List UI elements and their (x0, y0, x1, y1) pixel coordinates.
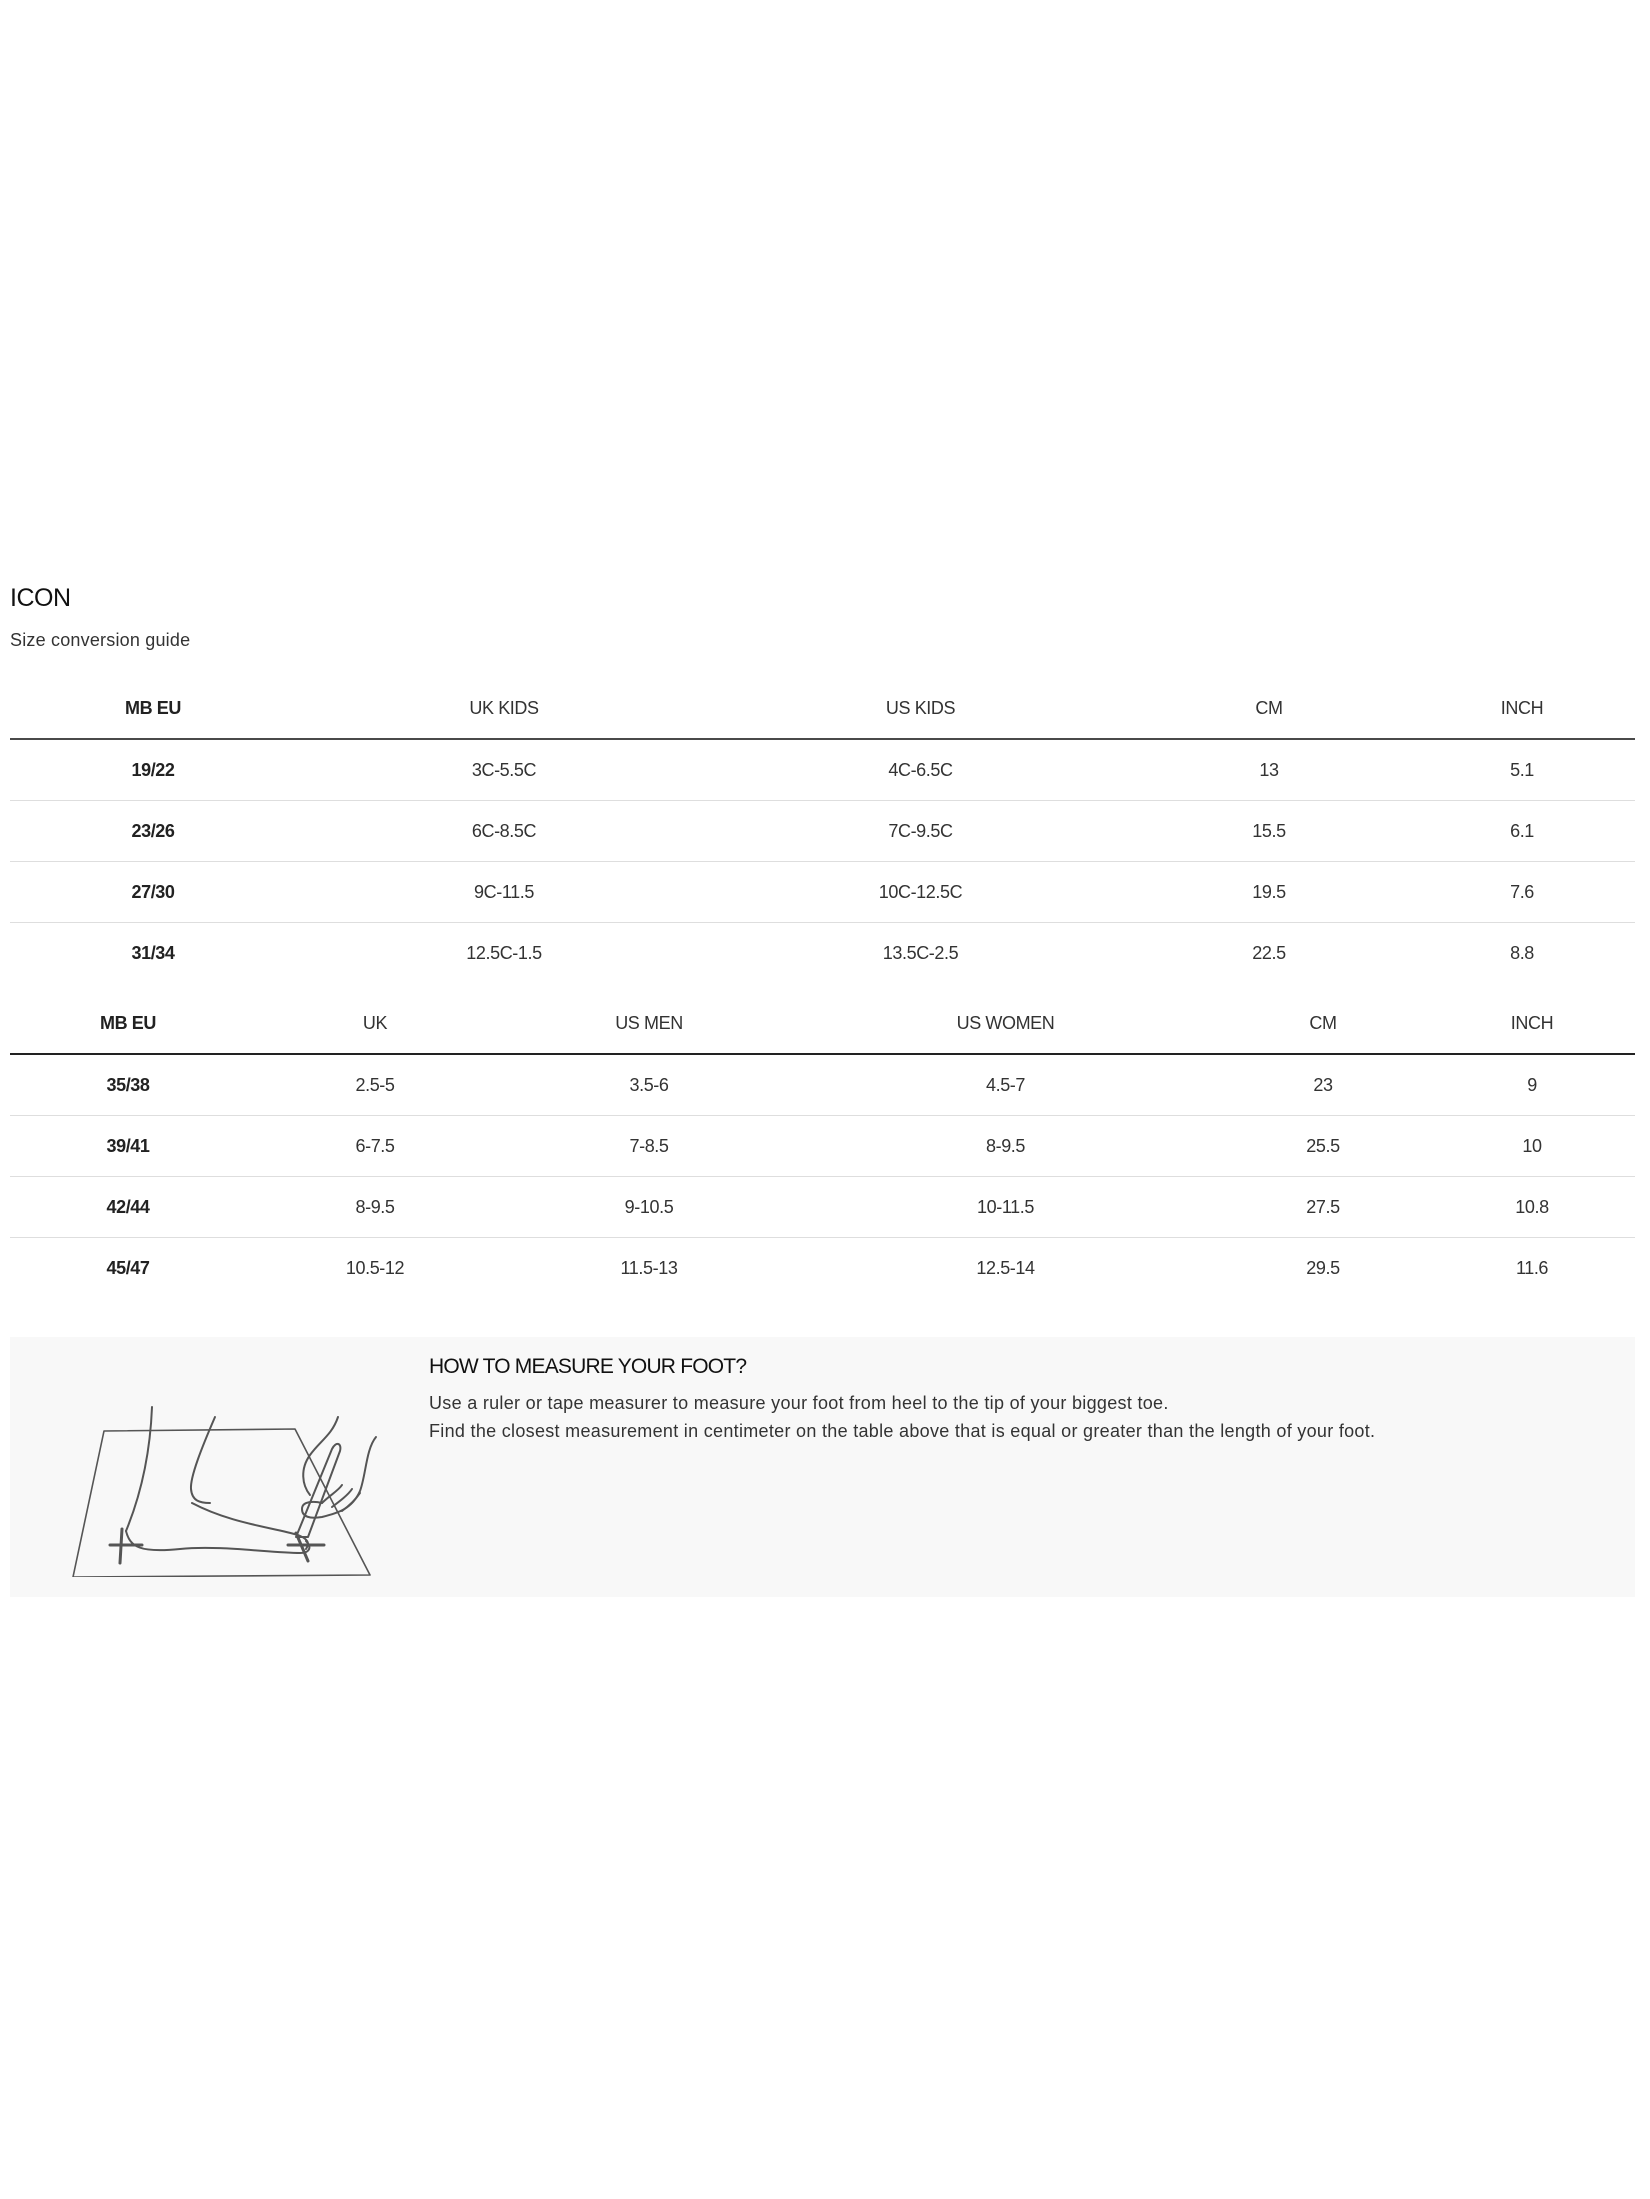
cell-cm: 23 (1217, 1054, 1429, 1116)
cell-inch: 8.8 (1510, 942, 1534, 963)
cell-inch: 6.1 (1409, 801, 1635, 862)
cell-mb-eu: 19/22 (10, 739, 296, 801)
column-header-mb-eu: MB EU (125, 697, 181, 718)
table-row (10, 862, 1635, 923)
cell-uk-kids: 6C-8.5C (296, 801, 712, 862)
measure-instruction-1: Use a ruler or tape measurer to measure your foot from heel to the tip of your biggest toe. (429, 1393, 1169, 1413)
cell-us-kids: 7C-9.5C (712, 801, 1129, 862)
column-header-mb-eu: MB EU (100, 1012, 156, 1033)
foot-measure-illustration-icon (70, 1377, 390, 1577)
cell-us-kids: 10C-12.5C (712, 862, 1129, 923)
kids-size-table (10, 678, 1635, 983)
cell-us-women: 4.5-7 (794, 1054, 1217, 1116)
cell-mb-eu: 39/41 (10, 1116, 246, 1177)
cell-inch: 10.8 (1429, 1177, 1635, 1238)
cell-us-men: 9-10.5 (504, 1177, 794, 1238)
cell-us-kids: 4C-6.5C (712, 739, 1129, 801)
cell-cm: 13 (1129, 739, 1409, 801)
column-header-us-men: US MEN (615, 1012, 683, 1033)
cell-uk-kids: 12.5C-1.5 (466, 942, 542, 963)
adults-size-table (10, 993, 1635, 1298)
cell-mb-eu: 42/44 (10, 1177, 246, 1238)
column-header-uk-kids: UK KIDS (469, 697, 539, 718)
cell-uk: 2.5-5 (246, 1054, 504, 1116)
cell-us-men: 7-8.5 (504, 1116, 794, 1177)
cell-cm: 15.5 (1129, 801, 1409, 862)
table-row (10, 1116, 1635, 1177)
cell-cm: 22.5 (1252, 942, 1286, 963)
cell-uk-kids: 9C-11.5 (296, 862, 712, 923)
column-header-us-kids: US KIDS (885, 697, 956, 718)
cell-uk: 8-9.5 (246, 1177, 504, 1238)
cell-inch: 7.6 (1409, 862, 1635, 923)
table-header-row (10, 678, 1635, 739)
table-row (10, 801, 1635, 862)
table-header-row (10, 993, 1635, 1054)
column-header-inch: INCH (1500, 697, 1544, 718)
cell-uk: 10.5-12 (345, 1257, 405, 1278)
table-row (10, 923, 1635, 984)
how-to-measure-panel (10, 1337, 1635, 1597)
table-row (10, 739, 1635, 801)
cell-mb-eu: 27/30 (10, 862, 296, 923)
cell-us-kids: 13.5C-2.5 (882, 942, 959, 963)
cell-us-women: 8-9.5 (794, 1116, 1217, 1177)
cell-cm: 25.5 (1217, 1116, 1429, 1177)
cell-us-women: 10-11.5 (794, 1177, 1217, 1238)
cell-us-women: 12.5-14 (976, 1257, 1035, 1278)
cell-mb-eu: 35/38 (10, 1054, 246, 1116)
cell-uk: 6-7.5 (246, 1116, 504, 1177)
cell-cm: 27.5 (1217, 1177, 1429, 1238)
column-header-us-women: US WOMEN (956, 1012, 1055, 1033)
cell-uk-kids: 3C-5.5C (296, 739, 712, 801)
table-row (10, 1238, 1635, 1299)
cell-inch: 10 (1429, 1116, 1635, 1177)
cell-us-men: 11.5-13 (620, 1257, 678, 1278)
cell-us-men: 3.5-6 (504, 1054, 794, 1116)
cell-mb-eu: 45/47 (106, 1257, 150, 1278)
how-to-measure-heading: HOW TO MEASURE YOUR FOOT? (429, 1355, 747, 1378)
table-row (10, 1054, 1635, 1116)
column-header-cm: CM (1309, 1012, 1337, 1033)
measure-instruction-2: Find the closest measurement in centimeter on the table above that is equal or greater than the length of your foot. (429, 1421, 1376, 1441)
column-header-uk: UK (362, 1012, 388, 1033)
cell-inch: 9 (1429, 1054, 1635, 1116)
cell-inch: 11.6 (1515, 1257, 1549, 1278)
page-title: ICON (10, 584, 71, 612)
column-header-cm: CM (1255, 697, 1283, 718)
table-row (10, 1177, 1635, 1238)
cell-mb-eu: 31/34 (131, 942, 175, 963)
cell-cm: 29.5 (1306, 1257, 1340, 1278)
cell-cm: 19.5 (1129, 862, 1409, 923)
column-header-inch: INCH (1510, 1012, 1554, 1033)
cell-inch: 5.1 (1409, 739, 1635, 801)
cell-mb-eu: 23/26 (10, 801, 296, 862)
page-subtitle: Size conversion guide (10, 630, 191, 650)
